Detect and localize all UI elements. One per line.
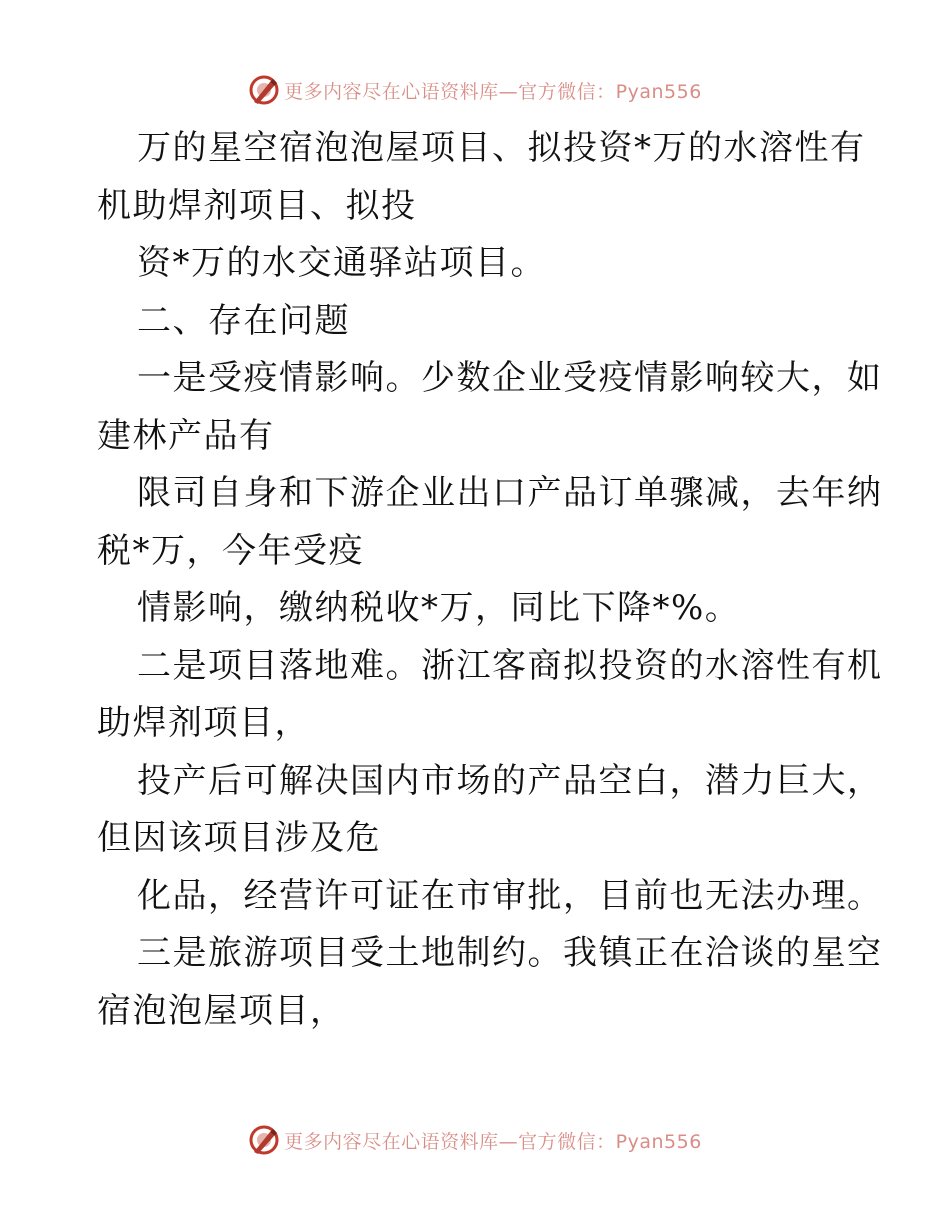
text-line: 化品，经营许可证在市审批，目前也无法办理。 bbox=[137, 875, 883, 916]
red-pen-logo-icon bbox=[248, 74, 280, 106]
red-pen-logo-icon bbox=[248, 1124, 280, 1156]
text-line: 情影响，缴纳税收*万，同比下降*%。 bbox=[137, 588, 741, 628]
text-line: 建林产品有 bbox=[97, 415, 275, 456]
text-line: 税*万，今年受疫 bbox=[97, 530, 364, 571]
text-line: 机助焊剂项目、拟投 bbox=[97, 185, 417, 226]
document-body bbox=[97, 120, 883, 1040]
text-line: 宿泡泡屋项目， bbox=[97, 990, 346, 1031]
footer-watermark-banner bbox=[0, 1120, 950, 1160]
text-line: 资*万的水交通驿站项目。 bbox=[137, 243, 546, 283]
text-line: 限司自身和下游企业出口产品订单骤减，去年纳 bbox=[137, 473, 883, 513]
header-watermark-banner bbox=[0, 70, 950, 110]
section-heading: 二、存在问题 bbox=[137, 300, 350, 341]
text-line: 但因该项目涉及危 bbox=[97, 818, 381, 858]
text-line: 一是受疫情影响。少数企业受疫情影响较大，如 bbox=[137, 358, 883, 398]
text-line: 二是项目落地难。浙江客商拟投资的水溶性有机 bbox=[137, 645, 883, 686]
watermark-text: 更多内容尽在心语资料库—官方微信：Pyan556 bbox=[284, 80, 702, 103]
text-line: 助焊剂项目， bbox=[97, 703, 310, 743]
text-line: 万的星空宿泡泡屋项目、拟投资*万的水溶性有 bbox=[137, 128, 866, 168]
text-line: 投产后可解决国内市场的产品空白，潜力巨大， bbox=[137, 760, 883, 801]
watermark-text: 更多内容尽在心语资料库—官方微信：Pyan556 bbox=[284, 1130, 702, 1153]
text-line: 三是旅游项目受土地制约。我镇正在洽谈的星空 bbox=[137, 933, 883, 973]
